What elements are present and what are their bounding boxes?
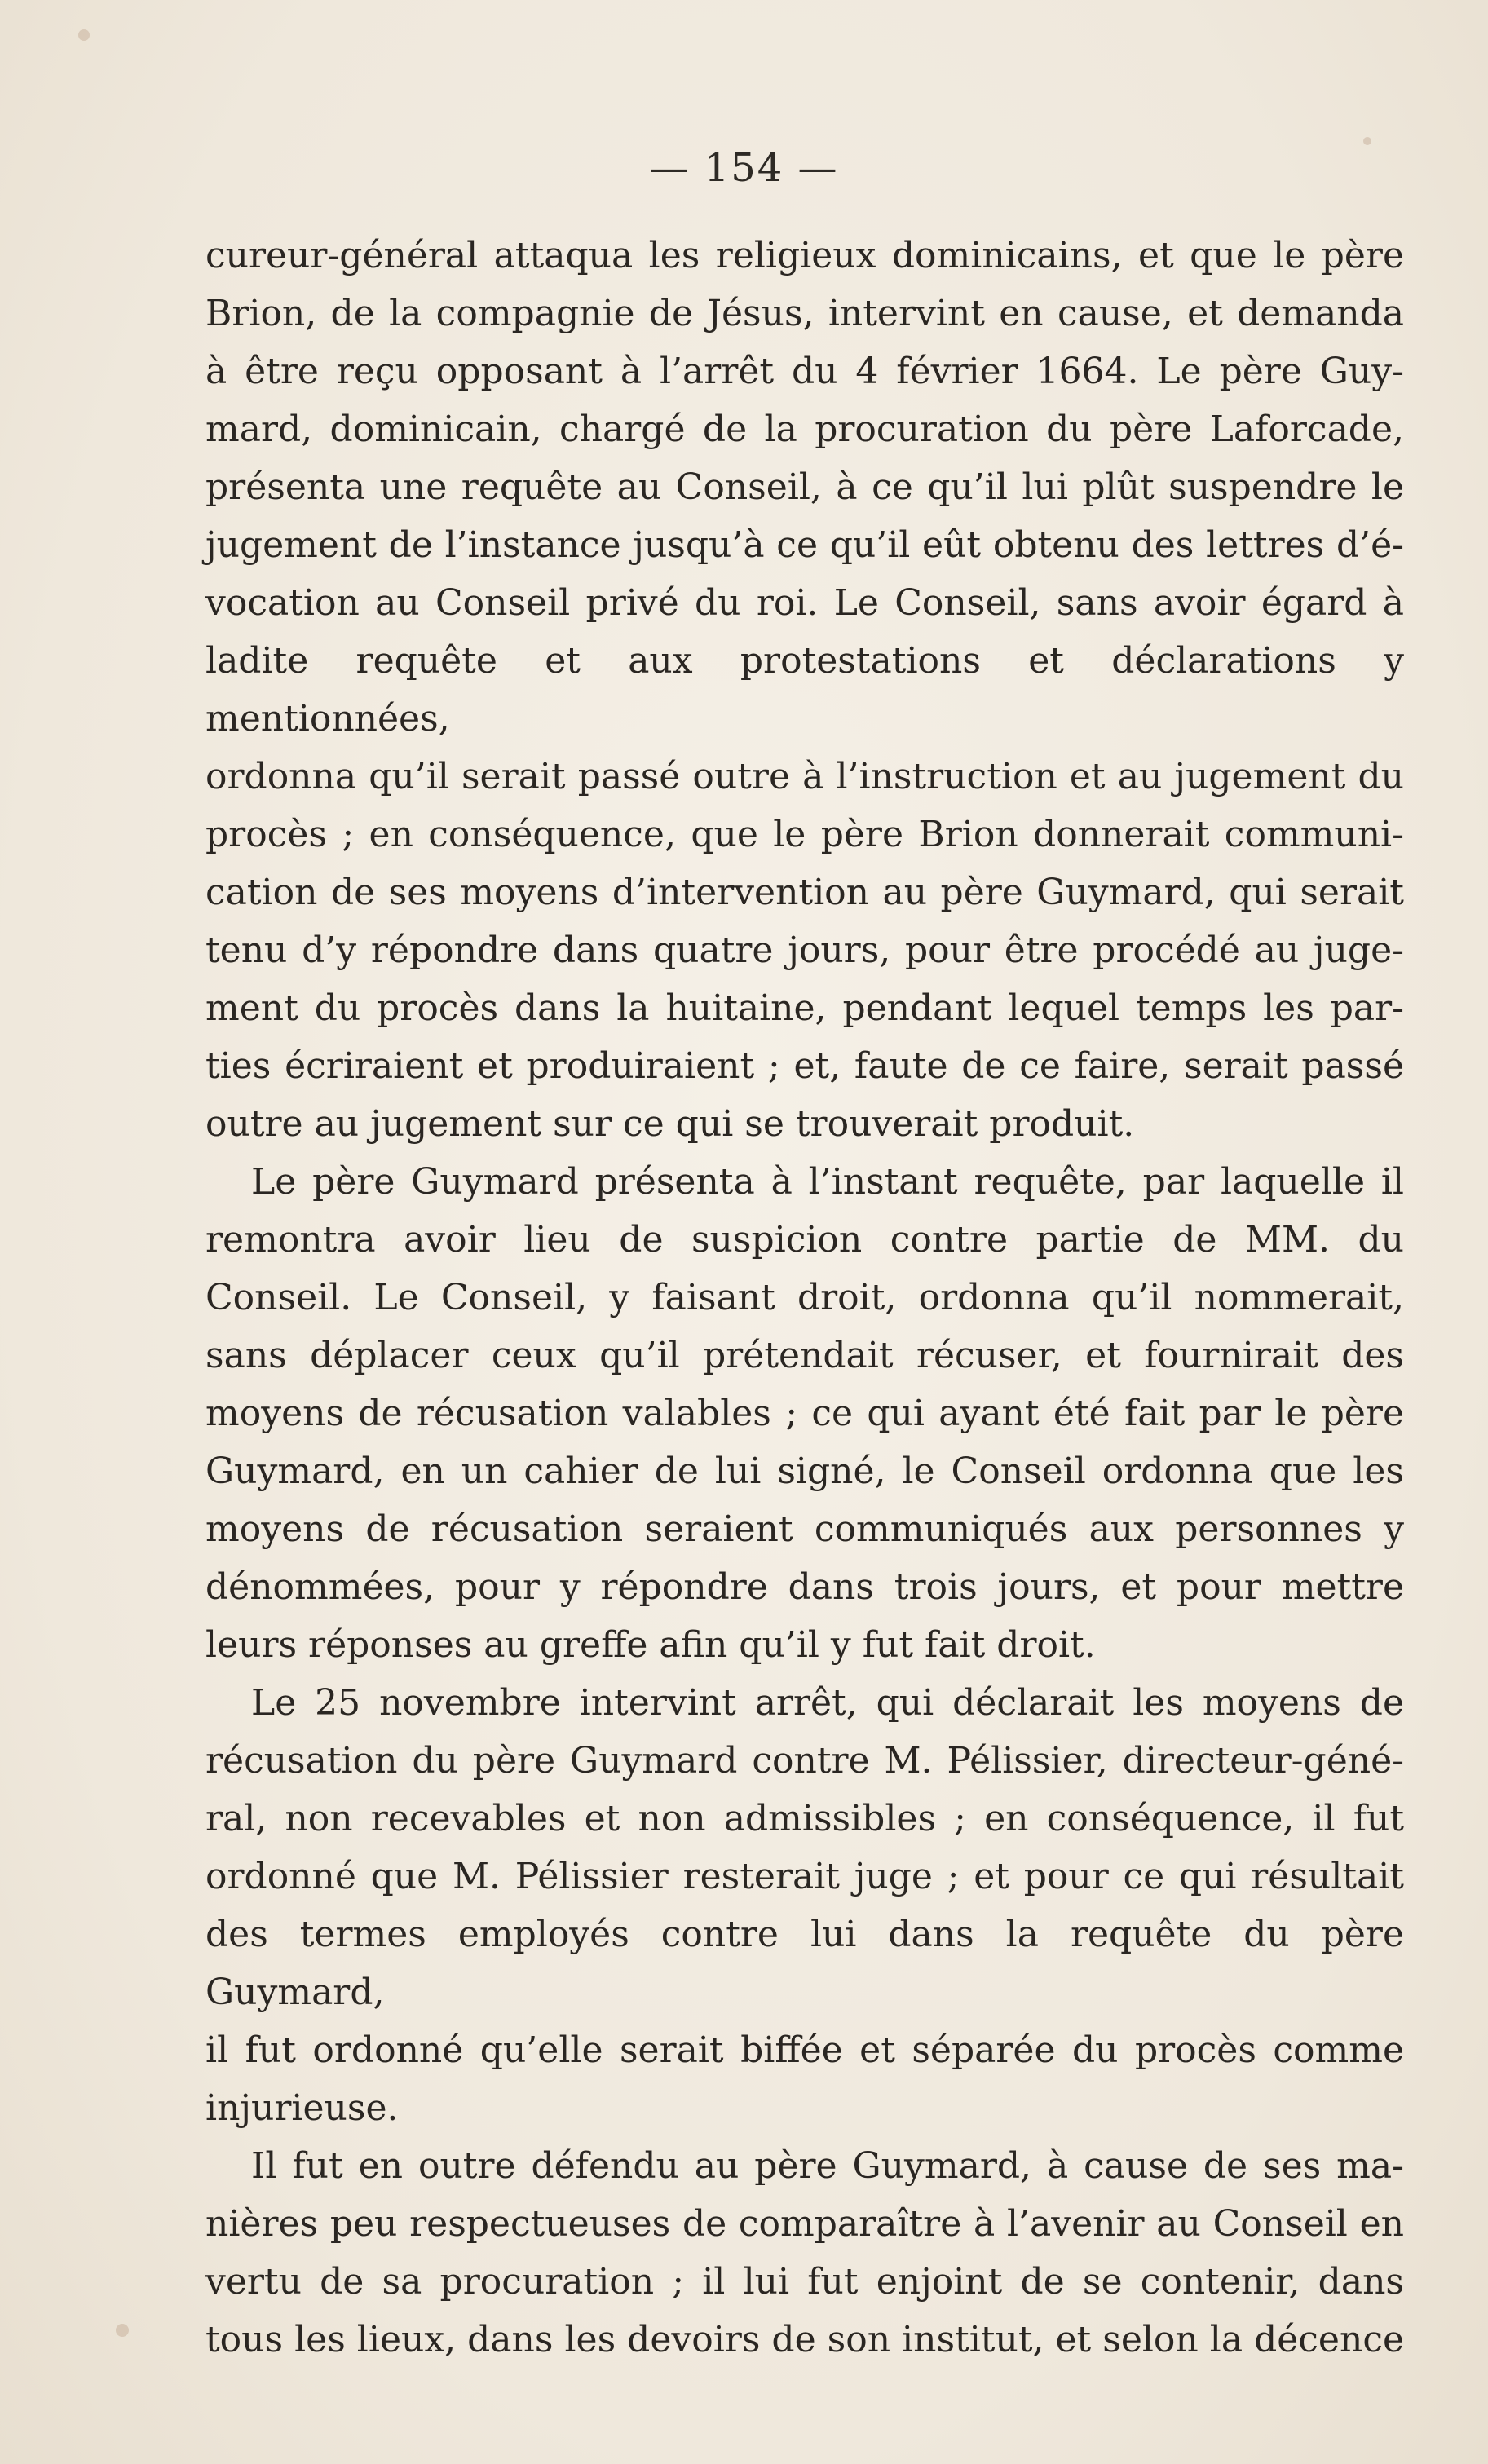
text-line: sans déplacer ceux qu’il prétendait récuser, et fournirait des: [205, 1335, 1404, 1376]
text-line: Conseil. Le Conseil, y faisant droit, ordonna qu’il nommerait,: [205, 1277, 1404, 1318]
text-line: cation de ses moyens d’intervention au père Guymard, qui serait: [205, 872, 1404, 913]
text-line: il fut ordonné qu’elle serait biffée et séparée du procès comme: [205, 2029, 1404, 2071]
text-line: des termes employés contre lui dans la requête du père Guymard,: [205, 1914, 1404, 2013]
text-line: Il fut en outre défendu au père Guymard, à cause de ses ma-: [251, 2145, 1404, 2187]
text-line: tous les lieux, dans les devoirs de son institut, et selon la décence: [205, 2319, 1404, 2360]
text-line: outre au jugement sur ce qui se trouverait produit.: [205, 1103, 1135, 1145]
text-line: ral, non recevables et non admissibles ; en conséquence, il fut: [205, 1798, 1404, 1839]
body-text: [205, 227, 1404, 2369]
text-line: présenta une requête au Conseil, à ce qu’il lui plût suspendre le: [205, 466, 1404, 508]
paper-spot: [1363, 137, 1371, 145]
text-line: récusation du père Guymard contre M. Pélissier, directeur-géné-: [205, 1740, 1404, 1782]
text-line: Le 25 novembre intervint arrêt, qui déclarait les moyens de: [251, 1682, 1404, 1724]
paper-spot: [78, 29, 90, 41]
text-line: moyens de récusation seraient communiqués aux personnes y: [205, 1508, 1404, 1550]
text-line: vocation au Conseil privé du roi. Le Conseil, sans avoir égard à: [205, 582, 1404, 624]
text-line: Le père Guymard présenta à l’instant requête, par laquelle il: [251, 1161, 1404, 1203]
text-line: vertu de sa procuration ; il lui fut enjoint de se contenir, dans: [205, 2261, 1404, 2303]
text-line: procès ; en conséquence, que le père Brion donnerait communi-: [205, 814, 1404, 855]
text-line: nières peu respectueuses de comparaître à l’avenir au Conseil en: [205, 2203, 1404, 2245]
text-line: ment du procès dans la huitaine, pendant lequel temps les par-: [205, 987, 1404, 1029]
text-line: Brion, de la compagnie de Jésus, intervint en cause, et demanda: [205, 293, 1404, 334]
text-line: cureur-général attaqua les religieux dominicains, et que le père: [205, 235, 1404, 276]
text-line: ladite requête et aux protestations et déclarations y mentionnées,: [205, 640, 1404, 740]
text-line: moyens de récusation valables ; ce qui ayant été fait par le père: [205, 1393, 1404, 1434]
paper-spot: [116, 2324, 129, 2337]
text-line: injurieuse.: [205, 2087, 399, 2129]
text-line: dénommées, pour y répondre dans trois jours, et pour mettre: [205, 1566, 1404, 1608]
text-line: à être reçu opposant à l’arrêt du 4 février 1664. Le père Guy-: [205, 351, 1404, 392]
text-line: ordonna qu’il serait passé outre à l’instruction et au jugement du: [205, 756, 1404, 797]
text-line: leurs réponses au greffe afin qu’il y fut fait droit.: [205, 1624, 1096, 1666]
text-line: tenu d’y répondre dans quatre jours, pour être procédé au juge-: [205, 930, 1404, 971]
page-number: — 154 —: [649, 145, 839, 191]
text-line: mard, dominicain, chargé de la procuration du père Laforcade,: [205, 408, 1404, 450]
text-line: Guymard, en un cahier de lui signé, le Conseil ordonna que les: [205, 1451, 1404, 1492]
text-line: jugement de l’instance jusqu’à ce qu’il eût obtenu des lettres d’é-: [205, 524, 1404, 566]
text-line: ordonné que M. Pélissier resterait juge ; et pour ce qui résultait: [205, 1856, 1404, 1897]
text-line: ties écriraient et produiraient ; et, faute de ce faire, serait passé: [205, 1045, 1404, 1087]
text-line: remontra avoir lieu de suspicion contre partie de MM. du: [205, 1219, 1404, 1261]
